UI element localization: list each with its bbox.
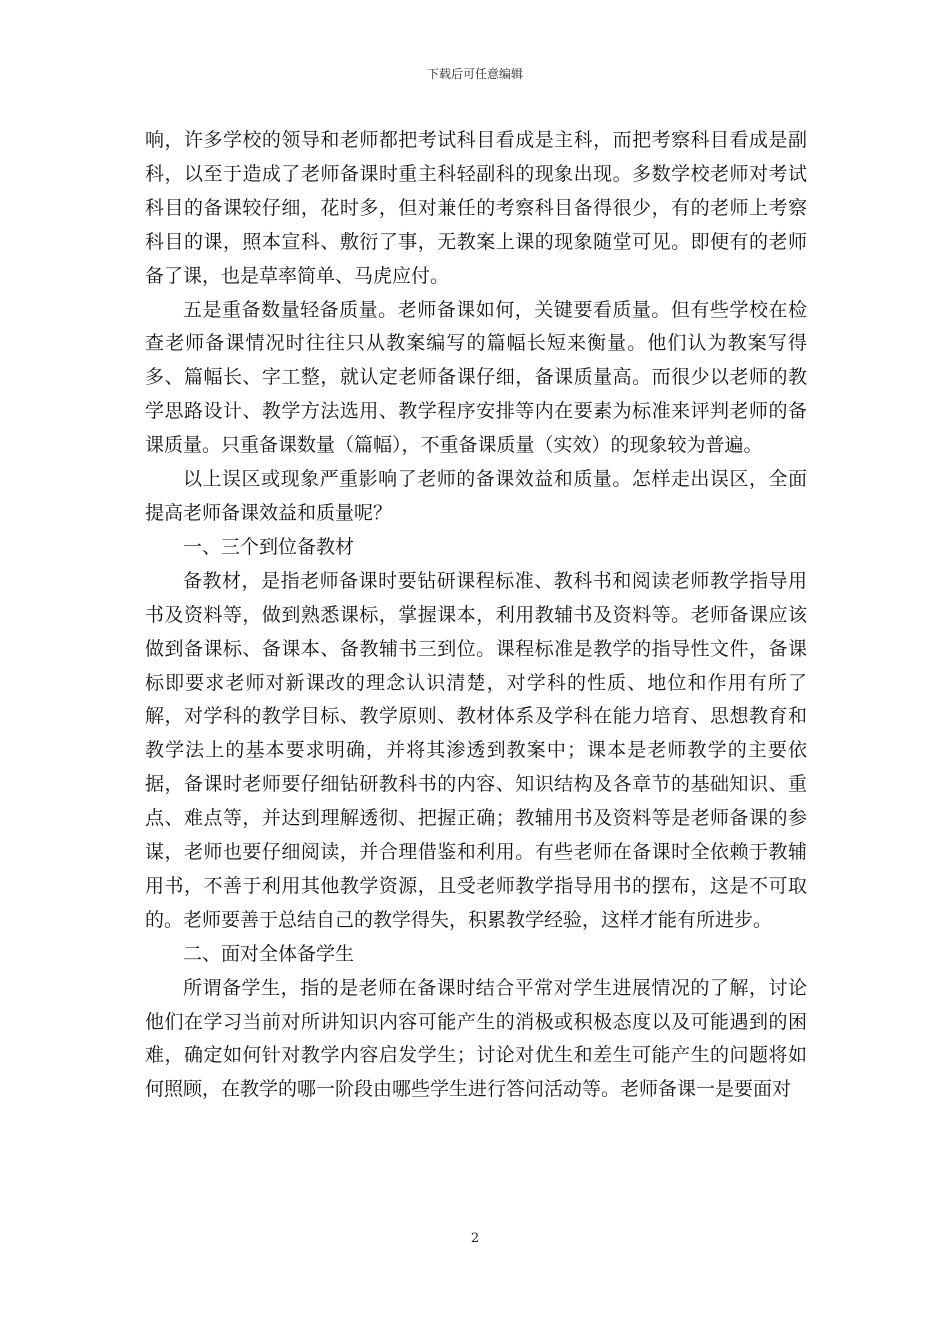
paragraph: 备教材，是指老师备课时要钻研课程标准、教科书和阅读老师教学指导用书及资料等，做到熟悉课标，掌握课本，利用教辅书及资料等。老师备课应该做到备课标、备课本、备教辅书三到位。课程标准是教学的指导性文件，备课标即要求老师对新课改的理念认识清楚，对学科的性质、地位和作用有所了解，对学科的教学目标、教学原则、教材体系及学科在能力培育、思想教育和教学法上的基本要求明确，并将其渗透到教案中；课本是老师教学的主要依据，备课时老师要仔细钻研教科书的内容、知识结构及各章节的基础知识、重点、难点等，并达到理解透彻、把握正确；教辅用书及资料等是老师备课的参谋，老师也要仔细阅读，并合理借鉴和利用。有些老师在备课时全依赖于教辅用书，不善于利用其他教学资源，且受老师教学指导用书的摆布，这是不可取的。老师要善于总结自己的教学得失，积累教学经验，这样才能有所进步。	[145, 569, 807, 931]
paragraph: 响，许多学校的领导和老师都把考试科目看成是主科，而把考察科目看成是副科，以至于造成了老师备课时重主科轻副科的现象出现。多数学校老师对考试科目的备课较仔细，花时多，但对兼任的考察科目备得很少，有的老师上考察科目的课，照本宣科、敷衍了事，无教案上课的现象随堂可见。即便有的老师备了课，也是草率简单、马虎应付。	[145, 129, 807, 287]
paragraph: 所谓备学生，指的是老师在备课时结合平常对学生进展情况的了解，讨论他们在学习当前对所讲知识内容可能产生的消极或积极态度以及可能遇到的困难，确定如何针对教学内容启发学生；讨论对优生和差生可能产生的问题将如何照顾，在教学的哪一阶段由哪些学生进行答问活动等。老师备课一是要面对	[145, 976, 807, 1101]
paragraph: 五是重备数量轻备质量。老师备课如何，关键要看质量。但有些学校在检查老师备课情况时往往只从教案编写的篇幅长短来衡量。他们认为教案写得多、篇幅长、字工整，就认定老师备课仔细，备课质量高。而很少以老师的教学思路设计、教学方法选用、教学程序安排等内在要素为标准来评判老师的备课质量。只重备课数量（篇幅），不重备课质量（实效）的现象较为普遍。	[145, 298, 807, 457]
page-number: 2	[470, 1231, 480, 1246]
section-heading: 一、三个到位备教材	[183, 535, 355, 558]
page-header: 下载后可任意编辑	[426, 67, 523, 81]
document-body	[145, 124, 807, 1107]
paragraph: 以上误区或现象严重影响了老师的备课效益和质量。怎样走出误区，全面提高老师备课效益和质量呢？	[145, 468, 807, 524]
section-heading: 二、面对全体备学生	[183, 942, 355, 965]
